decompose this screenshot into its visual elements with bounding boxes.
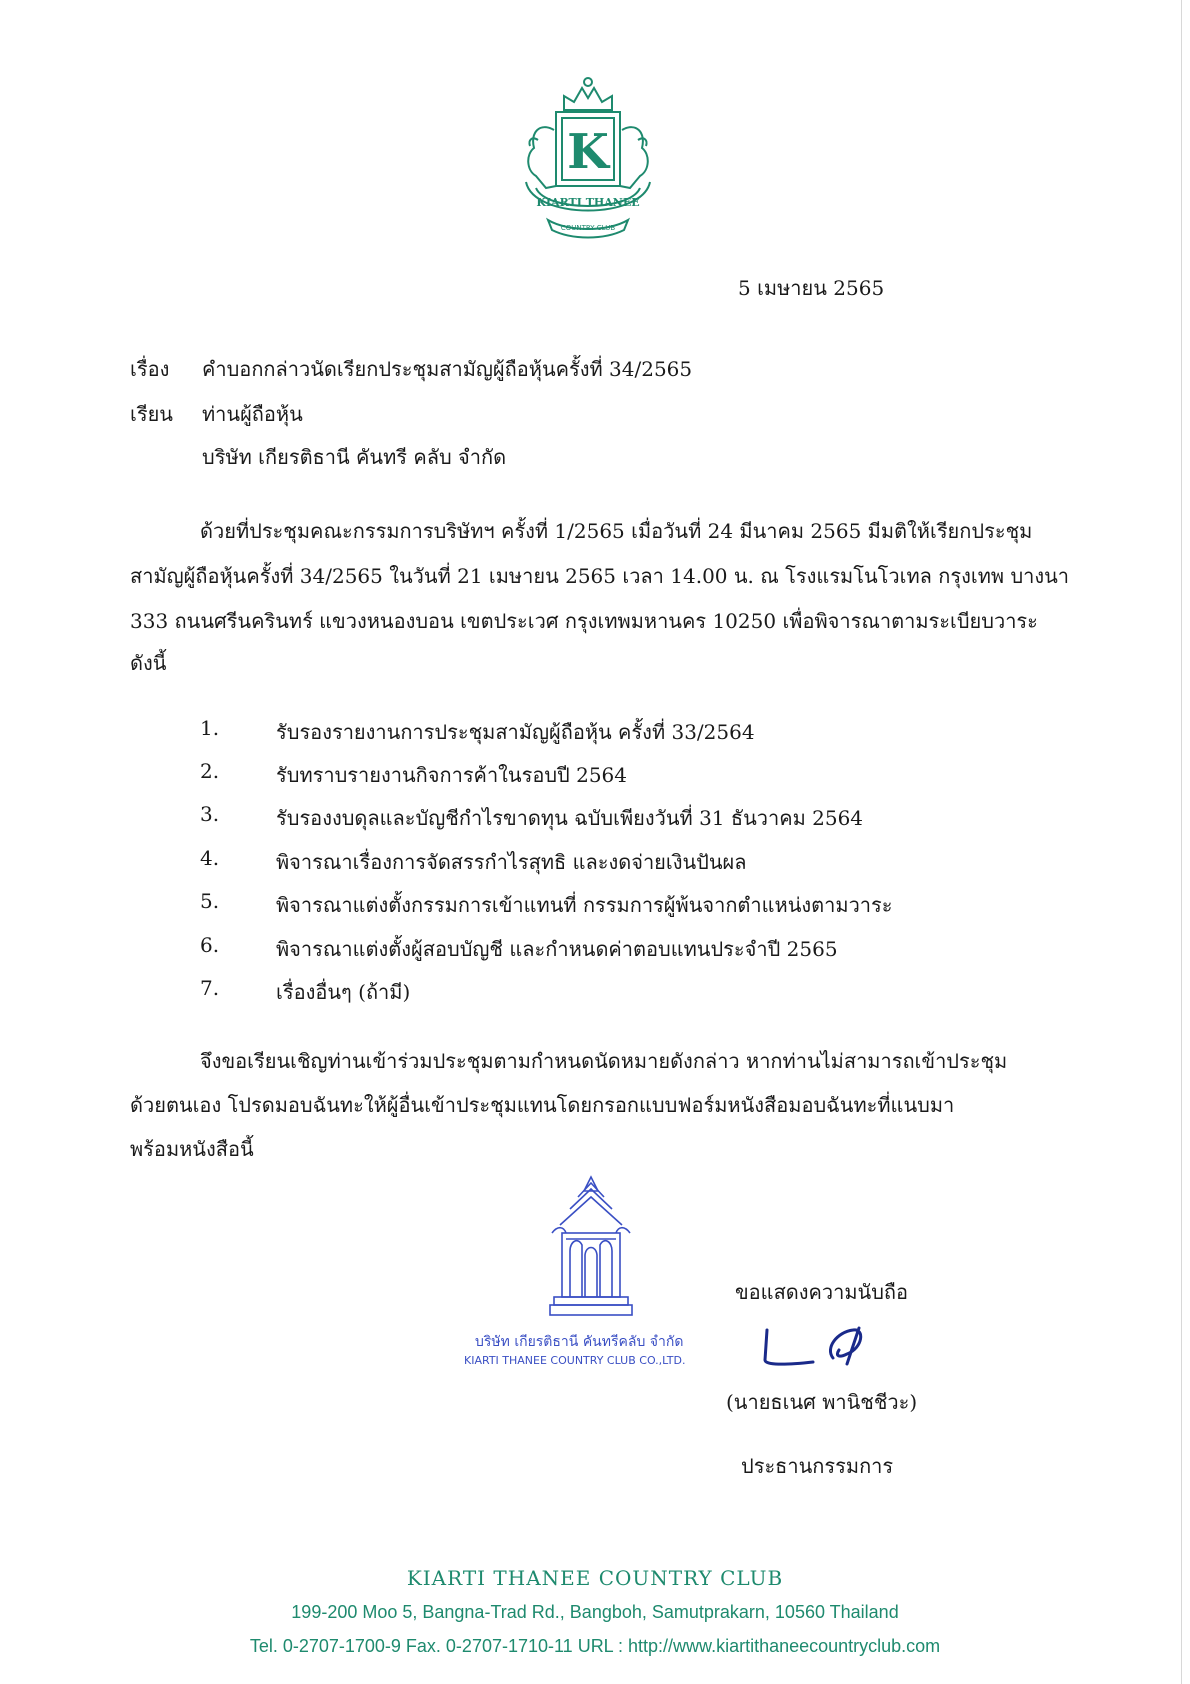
agenda-text: รับรองงบดุลและบัญชีกำไรขาดทุน ฉบับเพียงวันที่ 31 ธันวาคม 2564: [276, 806, 864, 830]
closing-salutation: ขอแสดงความนับถือ: [735, 1280, 909, 1304]
logo-letter: K: [567, 124, 609, 180]
paragraph-line: จึงขอเรียนเชิญท่านเข้าร่วมประชุมตามกำหนดนัดหมายดังกล่าว หากท่านไม่สามารถเข้าประชุม: [200, 1049, 1008, 1073]
agenda-text: เรื่องอื่นๆ (ถ้ามี): [276, 980, 411, 1004]
agenda-text: รับทราบรายงานกิจการค้าในรอบปี 2564: [276, 763, 628, 787]
company-seal: [548, 1175, 634, 1320]
letter-date: 5 เมษายน 2565: [738, 276, 885, 300]
paragraph-line: 333 ถนนศรีนครินทร์ แขวงหนองบอน เขตประเวศ กรุงเทพมหานคร 10250 เพื่อพิจารณาตามระเบียบวาระ: [130, 609, 1038, 633]
recipient-line1: ท่านผู้ถือหุ้น: [202, 402, 303, 426]
agenda-number: 7.: [200, 976, 220, 1000]
company-seal-icon: [548, 1175, 634, 1320]
kiarti-thanee-crest-icon: [512, 70, 664, 240]
recipient-label: เรียน: [130, 402, 173, 426]
paragraph-line: ดังนี้: [130, 651, 167, 675]
paragraph-line: พร้อมหนังสือนี้: [130, 1137, 254, 1161]
handwritten-signature-icon: [755, 1318, 895, 1378]
paragraph-line: สามัญผู้ถือหุ้นครั้งที่ 34/2565 ในวันที่ 21 เมษายน 2565 เวลา 14.00 น. ณ โรงแรมโนโวเทล กรุงเทพ บางนา: [130, 564, 1070, 588]
agenda-text: พิจารณาเรื่องการจัดสรรกำไรสุทธิ และงดจ่ายเงินปันผล: [276, 850, 747, 874]
recipient-line2: บริษัท เกียรติธานี คันทรี คลับ จำกัด: [202, 445, 507, 469]
logo-banner-text: COUNTRY CLUB: [560, 224, 616, 232]
club-logo: [512, 70, 664, 240]
paragraph-line: ด้วยที่ประชุมคณะกรรมการบริษัทฯ ครั้งที่ 1/2565 เมื่อวันที่ 24 มีนาคม 2565 มีมติให้เรียกประชุม: [200, 519, 1033, 543]
agenda-number: 4.: [200, 846, 220, 870]
agenda-text: พิจารณาแต่งตั้งผู้สอบบัญชี และกำหนดค่าตอบแทนประจำปี 2565: [276, 937, 838, 961]
logo-ring-text: KIARTI THANEE: [536, 196, 640, 209]
signature: [755, 1318, 895, 1378]
agenda-number: 5.: [200, 889, 220, 913]
stamp-english-name: KIARTI THANEE COUNTRY CLUB CO.,LTD.: [464, 1354, 686, 1367]
subject-label: เรื่อง: [130, 357, 170, 381]
subject-text: คำบอกกล่าวนัดเรียกประชุมสามัญผู้ถือหุ้นครั้งที่ 34/2565: [202, 357, 693, 381]
footer-company: KIARTI THANEE COUNTRY CLUB: [406, 1566, 784, 1590]
footer-contact: Tel. 0-2707-1700-9 Fax. 0-2707-1710-11 URL : http://www.kiartithaneecountryclub.com: [249, 1636, 941, 1656]
page-edge-line: [1181, 0, 1182, 1684]
footer-address: 199-200 Moo 5, Bangna-Trad Rd., Bangboh, Samutprakarn, 10560 Thailand: [291, 1602, 899, 1622]
paragraph-line: ด้วยตนเอง โปรดมอบฉันทะให้ผู้อื่นเข้าประชุมแทนโดยกรอกแบบฟอร์มหนังสือมอบฉันทะที่แนบมา: [130, 1093, 955, 1117]
agenda-text: รับรองรายงานการประชุมสามัญผู้ถือหุ้น ครั้งที่ 33/2564: [276, 720, 755, 744]
agenda-number: 2.: [200, 759, 220, 783]
agenda-number: 6.: [200, 933, 220, 957]
agenda-text: พิจารณาแต่งตั้งกรรมการเข้าแทนที่ กรรมการผู้พ้นจากตำแหน่งตามวาระ: [276, 893, 893, 917]
signer-name: (นายธเนศ พานิชชีวะ): [726, 1390, 918, 1414]
agenda-number: 3.: [200, 802, 220, 826]
signer-position: ประธานกรรมการ: [741, 1454, 894, 1478]
agenda-number: 1.: [200, 716, 220, 740]
stamp-thai-name: บริษัท เกียรติธานี คันทรีคลับ จำกัด: [475, 1334, 684, 1350]
